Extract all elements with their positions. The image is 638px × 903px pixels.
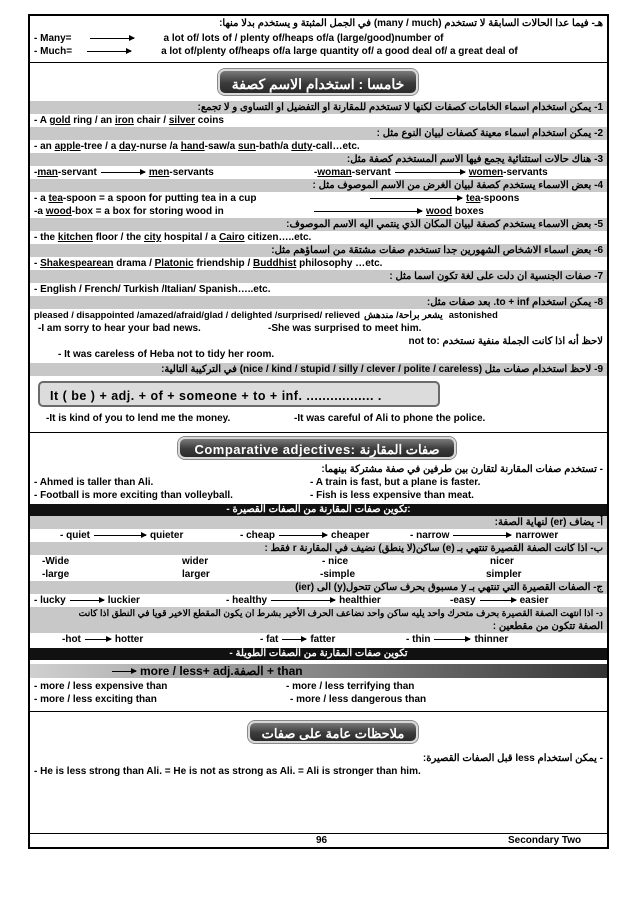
rule-4-heading: 4- بعض الاسماء يستخدم كصفة لبيان الغرض من الاسم الموصوف مثل :	[30, 179, 607, 192]
page-number: 96	[316, 835, 328, 846]
rule-b-heading: ب- اذا كانت الصفة القصيرة تنتهي بـ (e) ساكن(لا ينطق) نضيف في المقارنة r فقط :	[30, 542, 607, 555]
notes-banner: ملاحظات عامة على صفات المقارنة	[248, 721, 418, 743]
rule-b-examples-1: -Wide wider - nice nicer	[42, 556, 514, 567]
rule-d-examples: -hot hotter - fat fatter - thin thinner	[62, 634, 509, 645]
rule-d-heading-2: الصفة تتكون من مقطعين :	[30, 620, 607, 633]
comparative-banner-wrap	[30, 433, 607, 463]
rule-8-note: لاحظ أنه اذا كانت الجملة منفية نستخدم :not to	[408, 336, 603, 347]
page-footer	[30, 833, 607, 847]
rule-6-heading: 6- بعض اسماء الاشخاص الشهورين جدا تستخدم صفات مشتقة من اسماؤهم مثل:	[30, 244, 607, 257]
long-examples-2: - more / less exciting than - more / less dangerous than	[34, 694, 427, 705]
rule-4-example-2: -a wood-box = a box for storing wood in wood boxes	[34, 206, 484, 217]
rule-8-examples: -I am sorry to hear your bad news. -She was surprised to meet him.	[38, 323, 422, 334]
arrow-icon	[279, 535, 327, 536]
comparative-examples-2: - Football is more exciting than volleyball. - Fish is less expensive than meat.	[34, 490, 474, 501]
arrow-icon	[314, 211, 422, 212]
arrow-icon	[85, 639, 111, 640]
long-adjectives-bar: - تكوين صفات المقارنة من الصفات الطويلة	[30, 648, 607, 660]
rule-6-example: - Shakespearean drama / Platonic friendship / Buddhist philosophy …etc.	[34, 258, 383, 269]
section5-banner-wrap	[30, 63, 607, 101]
rule-2-heading: 2- يمكن استخدام اسماء معينة كصفات لبيان النوع مثل :	[30, 127, 607, 140]
short-adjectives-bar: - تكوين صفات المقارنة من الصفات القصيرة:	[30, 504, 607, 516]
rule-a-heading: أ- يضاف (er) لنهاية الصفة:	[30, 516, 607, 529]
arrow-icon	[434, 639, 470, 640]
comparative-banner: Comparative adjectives: صفات المقارنة	[178, 437, 456, 459]
section5-banner: خامسا : استخدام الاسم كصفة	[218, 69, 418, 95]
rule-3-example: -man-servant men-servants -woman-servant women-servants	[34, 167, 548, 178]
arrow-icon	[87, 51, 131, 52]
notes-less-example: - He is less strong than Ali. = He is not as strong as Ali. = Ali is stronger than him.	[34, 766, 421, 777]
arrow-icon	[101, 172, 145, 173]
rule-7-example: - English / French/ Turkish /Italian/ Spanish…..etc.	[34, 284, 271, 295]
notes-less-heading: - يمكن استخدام less قبل الصفات القصيرة:	[422, 753, 603, 764]
rule-3-heading: 3- هناك حالات استثنائية يجمع فيها الاسم المستخدم كصفة مثل:	[30, 153, 607, 166]
level-label: Secondary Two	[508, 835, 582, 846]
rule-8-negative-example: - It was careless of Heba not to tidy her room.	[58, 349, 275, 360]
arrow-icon	[271, 600, 335, 601]
rule-1-example: - A gold ring / an iron chair / silver coins	[34, 115, 224, 126]
rule-d-heading: د- اذا انتهت الصفة القصيرة بحرف متحرك واحد يليه ساكن واحد نضاعف الحرف الأخير بشرط ان يكون المقطع الاخير قويا في النطق اذا كانت	[30, 607, 607, 620]
rule-8-adjectives: pleased / disappointed /amazed/afraid/glad / delighted /surprised/ relieved يشعر براحة/ مندهش astonished	[34, 310, 498, 320]
arrow-icon	[70, 600, 104, 601]
formula-box: It ( be ) + adj. + of + someone + to + inf. ................. .	[38, 381, 440, 407]
rule-a-examples: - quiet quieter - cheap cheaper - narrow narrower	[60, 530, 559, 541]
comparative-examples-1: - Ahmed is taller than Ali. - A train is fast, but a plane is faster.	[34, 477, 481, 488]
rule-9-heading: 9- لاحظ استخدام صفات مثل (nice / kind / stupid / silly / clever / polite / careless) في التركيبة التالية:	[30, 363, 607, 376]
long-formula-bar: more / less+ adj.الصفة + than	[30, 664, 607, 678]
rule-c-heading: ج- الصفات القصيرة التي تنتهي بـ y مسبوق بحرف ساكن تتحول(y) الى (ier)	[30, 581, 607, 594]
arrow-icon	[453, 535, 511, 536]
comparative-intro: - تستخدم صفات المقارنة لتقارن بين طرفين في صفة مشتركة بينهما:	[321, 464, 603, 475]
rule-7-heading: 7- صفات الجنسية ان دلت على لغة تكون اسما مثل :	[30, 270, 607, 283]
arrow-icon	[480, 600, 516, 601]
content-frame	[28, 14, 609, 849]
arrow-icon	[94, 535, 146, 536]
arrow-icon	[90, 38, 134, 39]
arrow-icon	[370, 198, 462, 199]
arrow-icon	[112, 671, 136, 672]
rule-1-heading: 1- يمكن استخدام اسماء الخامات كصفات لكنها لا تستخدم للمقارنة او التفضيل او التساوى و لا تجمع:	[30, 101, 607, 114]
arrow-icon	[395, 172, 465, 173]
rule-5-example: - the kitchen floor / the city hospital / a Cairo citizen…..etc.	[34, 232, 312, 243]
rule-5-heading: 5- بعض الاسماء يستخدم كصفة لبيان المكان الذي ينتمي اليه الاسم الموصوف:	[30, 218, 607, 231]
rule-b-examples-2: -large larger -simple simpler	[42, 569, 522, 580]
formula-examples: -It is kind of you to lend me the money. -It was careful of Ali to phone the police.	[46, 413, 486, 424]
many-row: - Many= a lot of/ lots of / plenty of/heaps of/a (large/good)number of	[34, 33, 444, 44]
much-row: - Much= a lot of/plenty of/heaps of/a large quantity of/ a good deal of/ a great deal of	[34, 46, 518, 57]
rule-4-example-1: - a tea-spoon = a spoon for putting tea in a cup tea-spoons	[34, 193, 520, 204]
rule-2-example: - an apple-tree / a day-nurse /a hand-saw/a sun-bath/a duty-call…etc.	[34, 141, 360, 152]
intro-note: هـ- فيما عدا الحالات السابقة لا تستخدم (many / much) في الجمل المثبتة و يستخدم بدلا منها:	[219, 18, 603, 29]
rule-c-examples: - lucky luckier - healthy healthier -easy easier	[34, 595, 549, 606]
rule-8-heading: 8- يمكن استخدام to + inf. بعد صفات مثل:	[30, 296, 607, 309]
long-examples-1: - more / less expensive than - more / less terrifying than	[34, 681, 415, 692]
arrow-icon	[282, 639, 306, 640]
